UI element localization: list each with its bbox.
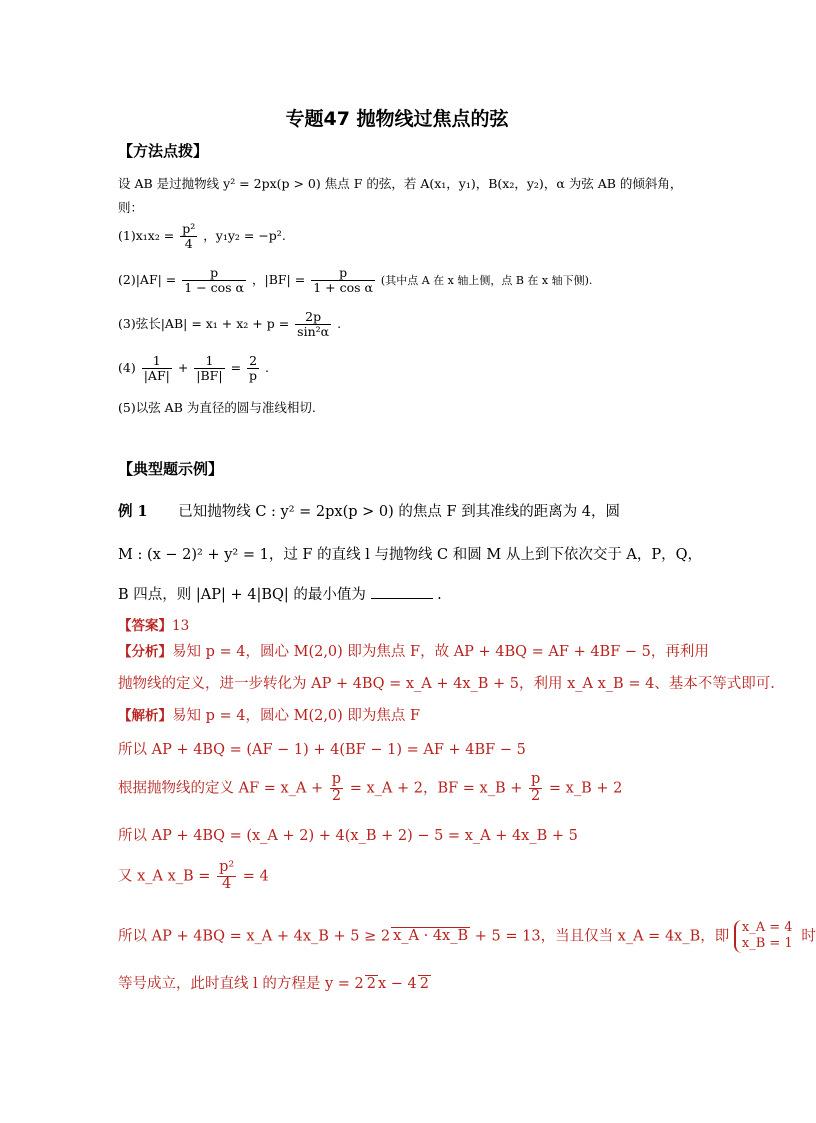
item2-den-b: 1 + cos α bbox=[313, 279, 373, 295]
solution-line-3-b: = x_A + 2，BF = x_B + bbox=[349, 780, 523, 797]
example-1-text-3-end: . bbox=[437, 587, 442, 603]
solution-line-4: 所以 AP + 4BQ = (x_A + 2) + 4(x_B + 2) − 5 = x_A + 4x_B + 5 bbox=[118, 828, 578, 844]
solution-line-3-frac-2 bbox=[529, 772, 542, 805]
analysis-line-2: 抛物线的定义，进一步转化为 AP + 4BQ = x_A + 4x_B + 5，利用 x_A x_B = 4、基本不等式即可. bbox=[118, 676, 775, 692]
method-intro-line-2: 则： bbox=[118, 200, 144, 215]
item4-num-b: 1 bbox=[194, 354, 224, 369]
solution-line-6-sqrt: x_A · 4x_B bbox=[393, 928, 469, 945]
solution-line-5 bbox=[118, 860, 269, 893]
item4-den-b: |BF| bbox=[196, 367, 223, 383]
analysis-label: 【分析】 bbox=[118, 644, 172, 660]
item2-num-a: p bbox=[182, 266, 246, 281]
solution-line-7-b: x − 4 bbox=[377, 976, 417, 992]
frac1-den: 2 bbox=[331, 787, 342, 804]
item4-fraction-c bbox=[247, 354, 259, 383]
solution-line-5-frac bbox=[217, 860, 236, 893]
item4-num-a: 1 bbox=[142, 354, 172, 369]
method-item-5: (5)以弦 AB 为直径的圆与准线相切. bbox=[118, 400, 316, 415]
item4-num-c: 2 bbox=[247, 354, 259, 369]
solution-label: 【解析】 bbox=[118, 708, 172, 724]
frac2-num: p bbox=[530, 771, 541, 787]
solution-line-6 bbox=[118, 920, 816, 953]
solution-line-3-frac-1 bbox=[330, 772, 343, 805]
item2-prefix: (2)|AF| = bbox=[118, 271, 177, 287]
item3-num: 2p bbox=[295, 310, 331, 325]
item2-note: (其中点 A 在 x 轴上侧，点 B 在 x 轴下侧). bbox=[380, 273, 593, 287]
item4-den-a: |AF| bbox=[143, 367, 170, 383]
frac3-den: 4 bbox=[222, 875, 232, 892]
sqrt-1: 2 bbox=[366, 976, 376, 992]
item1-den: 4 bbox=[184, 235, 193, 251]
item3-den: sin²α bbox=[297, 323, 330, 339]
method-heading: 【方法点拨】 bbox=[118, 142, 209, 160]
analysis-line-1 bbox=[118, 640, 709, 661]
solution-line-3-a: 根据抛物线的定义 AF = x_A + bbox=[118, 780, 324, 797]
page-title: 专题47 抛物线过焦点的弦 bbox=[285, 108, 509, 130]
item4-prefix: (4) bbox=[118, 359, 136, 375]
item4-eq: = bbox=[230, 359, 242, 375]
item3-suffix: . bbox=[337, 315, 342, 331]
item4-suffix: . bbox=[265, 359, 270, 375]
item1-suffix: ，y₁y₂ = −p². bbox=[203, 227, 286, 243]
solution-line-7 bbox=[118, 972, 431, 993]
item2-den-a: 1 − cos α bbox=[184, 279, 244, 295]
solution-text-1: 易知 p = 4，圆心 M(2,0) 即为焦点 F bbox=[172, 708, 421, 724]
analysis-text-1: 易知 p = 4，圆心 M(2,0) 即为焦点 F，故 AP + 4BQ = AF + 4BF − 5，再利用 bbox=[172, 644, 709, 660]
frac3-num: p² bbox=[219, 859, 235, 875]
item4-den-c: p bbox=[249, 367, 258, 383]
solution-line-6-b: + 5 = 13，当且仅当 x_A = 4x_B，即 bbox=[474, 928, 730, 945]
answer-value: 13 bbox=[172, 618, 190, 634]
item1-fraction bbox=[180, 222, 197, 251]
example-1-line-1 bbox=[118, 500, 620, 521]
frac2-den: 2 bbox=[531, 787, 541, 804]
method-item-4 bbox=[118, 354, 269, 383]
method-item-2 bbox=[118, 266, 592, 295]
item3-prefix: (3)弦长|AB| = x₁ + x₂ + p = bbox=[118, 315, 290, 331]
item1-num: p² bbox=[182, 221, 196, 236]
frac1-num: p bbox=[331, 771, 342, 787]
item2-fraction-b bbox=[311, 266, 375, 295]
examples-heading: 【典型题示例】 bbox=[118, 460, 224, 478]
solution-line-1 bbox=[118, 704, 420, 725]
sqrt-2: 2 bbox=[419, 976, 429, 992]
solution-line-6-cases bbox=[734, 920, 797, 953]
solution-line-5-b: = 4 bbox=[242, 868, 269, 885]
answer-line bbox=[118, 614, 189, 634]
method-item-1 bbox=[118, 222, 286, 251]
item2-num-b: p bbox=[311, 266, 375, 281]
example-1-text-1: 已知抛物线 C : y² = 2px(p > 0) 的焦点 F 到其准线的距离为 4，圆 bbox=[178, 504, 621, 520]
case-1: x_A = 4 bbox=[741, 920, 793, 935]
solution-line-7-a: 等号成立，此时直线 l 的方程是 y = 2 bbox=[118, 976, 364, 992]
example-1-line-3 bbox=[118, 583, 442, 604]
example-1-text-3: B 四点，则 |AP| + 4|BQ| 的最小值为 bbox=[118, 587, 366, 603]
answer-blank bbox=[371, 598, 433, 599]
item4-plus: + bbox=[177, 359, 189, 375]
item3-fraction bbox=[295, 310, 331, 339]
item2-fraction-a bbox=[182, 266, 246, 295]
case-2: x_B = 1 bbox=[741, 936, 793, 952]
method-intro-line-1: 设 AB 是过抛物线 y² = 2px(p > 0) 焦点 F 的弦，若 A(x₁，y₁)，B(x₂，y₂)，α 为弦 AB 的倾斜角， bbox=[118, 176, 683, 191]
answer-label: 【答案】 bbox=[118, 618, 172, 634]
solution-line-5-a: 又 x_A x_B = bbox=[118, 868, 211, 885]
solution-line-3-c: = x_B + 2 bbox=[548, 780, 623, 797]
example-1-label: 例 1 bbox=[118, 503, 148, 520]
solution-line-2: 所以 AP + 4BQ = (AF − 1) + 4(BF − 1) = AF + 4BF − 5 bbox=[118, 742, 526, 758]
solution-line-3 bbox=[118, 772, 622, 805]
method-item-3 bbox=[118, 310, 341, 339]
item1-prefix: (1)x₁x₂ = bbox=[118, 227, 175, 243]
item2-mid: ，|BF| = bbox=[251, 271, 306, 287]
item4-fraction-b bbox=[194, 354, 224, 383]
item4-fraction-a bbox=[142, 354, 172, 383]
solution-line-6-c: 时 bbox=[801, 928, 816, 945]
solution-line-6-a: 所以 AP + 4BQ = x_A + 4x_B + 5 ≥ 2 bbox=[118, 928, 391, 945]
example-1-line-2: M : (x − 2)² + y² = 1，过 F 的直线 l 与抛物线 C 和圆 M 从上到下依次交于 A，P，Q， bbox=[118, 547, 703, 563]
